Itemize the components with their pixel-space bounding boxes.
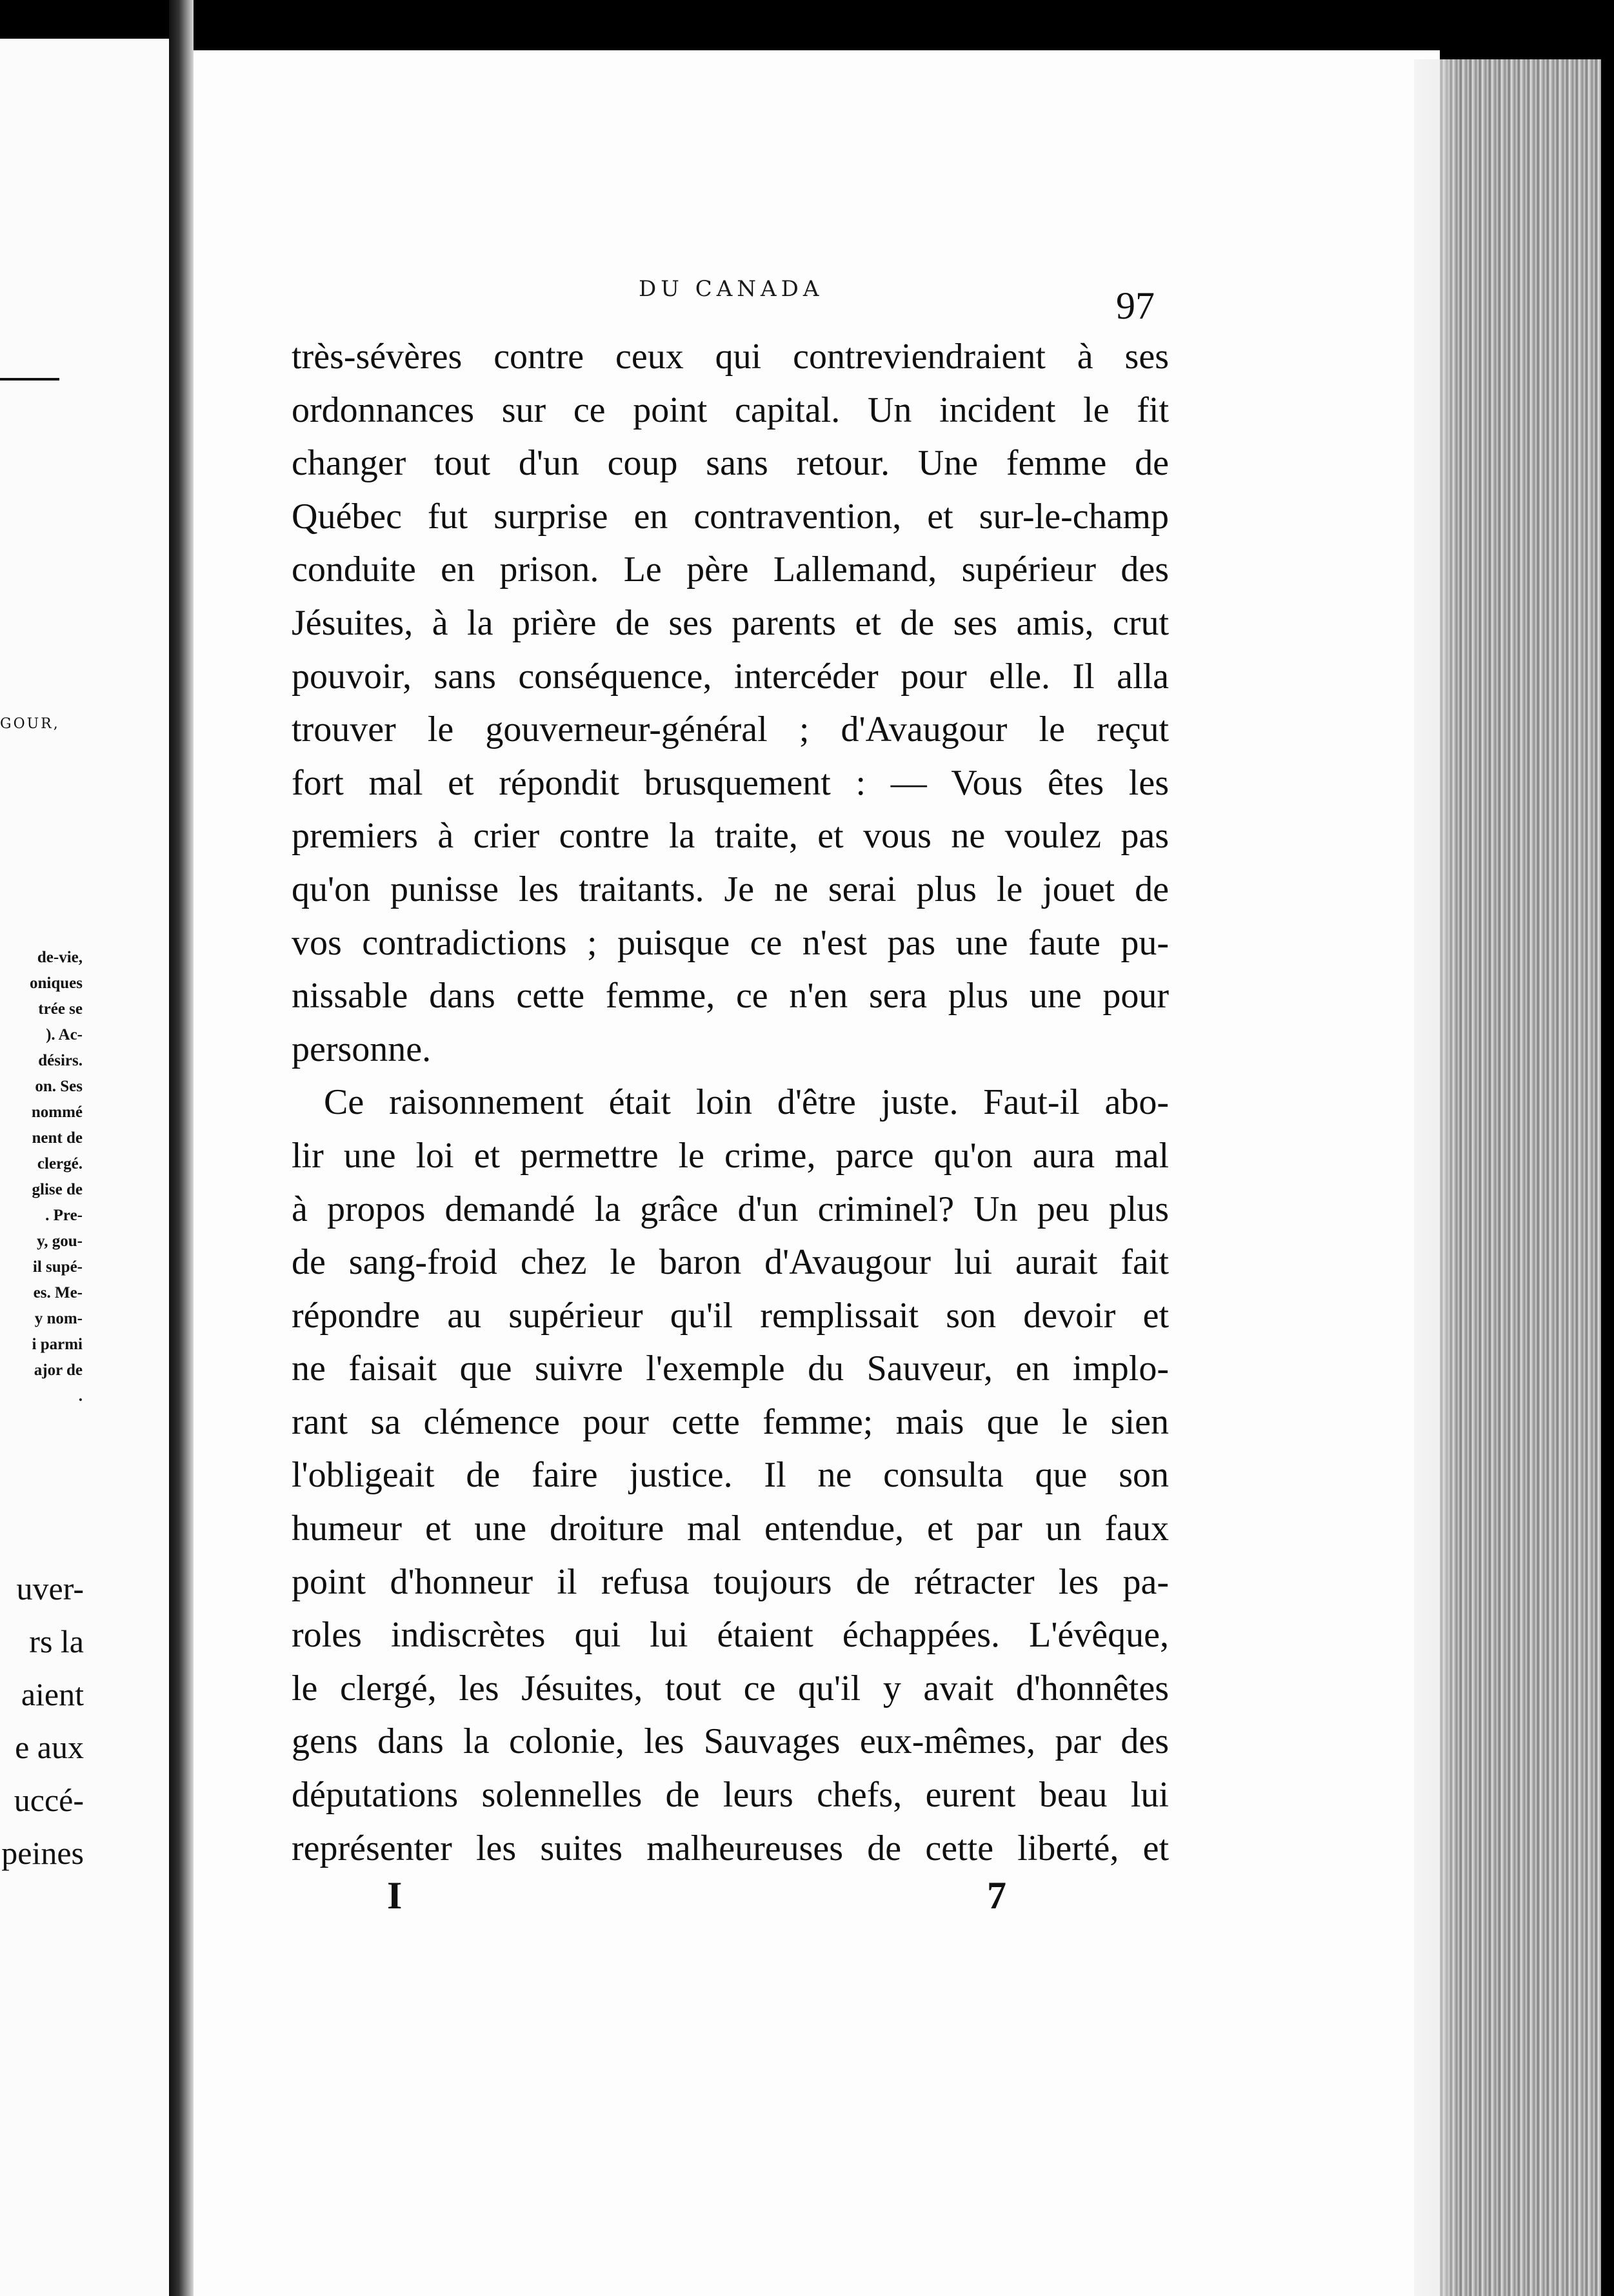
left-footnote-line: y, gou-	[37, 1232, 83, 1250]
text-line: roles indiscrètes qui lui étaient échappées. L'évêque,	[292, 1615, 1169, 1656]
running-head: DU CANADA	[639, 276, 824, 302]
left-footnote-line: . Pre-	[45, 1207, 83, 1224]
left-footnote-line: clergé.	[37, 1155, 83, 1173]
text-line: Québec fut surprise en contravention, et sur-le-champ	[292, 496, 1169, 537]
text-line: Jésuites, à la prière de ses parents et de ses amis, crut	[292, 602, 1169, 643]
left-footnote-line: glise de	[32, 1181, 83, 1198]
text-line: humeur et une droiture mal entendue, et par un faux	[292, 1509, 1169, 1549]
page-edge-shade	[1414, 59, 1453, 2296]
page-body-text	[292, 330, 1169, 1875]
page-number: 97	[1116, 284, 1155, 327]
left-footnote-line: de-vie,	[37, 949, 83, 966]
text-line: fort mal et répondit brusquement : — Vous êtes les	[292, 762, 1169, 803]
text-line: très-sévères contre ceux qui contreviendraient à ses	[292, 337, 1169, 377]
text-line: Ce raisonnement était loin d'être juste. Faut-il abo-	[324, 1082, 1169, 1123]
section-rule	[0, 378, 59, 381]
text-line: qu'on punisse les traitants. Je ne serai plus le jouet de	[292, 869, 1169, 909]
text-line: point d'honneur il refusa toujours de rétracter les pa-	[292, 1561, 1169, 1602]
text-line: représenter les suites malheureuses de cette liberté, et	[292, 1828, 1169, 1868]
signature-mark-volume: I	[387, 1874, 403, 1917]
left-page-body	[0, 1562, 84, 1879]
left-body-line: uccé-	[14, 1782, 84, 1818]
text-line: l'obligeait de faire justice. Il ne consulta que son	[292, 1455, 1169, 1496]
text-line: ordonnances sur ce point capital. Un incident le fit	[292, 390, 1169, 430]
left-footnote-line: ajor de	[34, 1361, 83, 1379]
left-footnote-line: trée se	[38, 1000, 83, 1018]
text-line: le clergé, les Jésuites, tout ce qu'il y avait d'honnêtes	[292, 1668, 1169, 1708]
text-line: gens dans la colonie, les Sauvages eux-mêmes, par des	[292, 1721, 1169, 1762]
text-line: changer tout d'un coup sans retour. Une femme de	[292, 443, 1169, 484]
left-body-line: aient	[21, 1676, 84, 1712]
text-line: personne.	[292, 1029, 432, 1069]
left-body-line: rs la	[29, 1623, 84, 1659]
text-line: trouver le gouverneur-général ; d'Avaugour le reçut	[292, 709, 1169, 750]
left-footnote-line: oniques	[30, 975, 83, 992]
text-line: nissable dans cette femme, ce n'en sera plus une pour	[292, 976, 1169, 1016]
left-page-footnotes	[0, 945, 83, 1409]
text-line: à propos demandé la grâce d'un criminel? Un peu plus	[292, 1189, 1169, 1229]
left-footnote-line: es. Me-	[33, 1284, 83, 1301]
text-line: conduite en prison. Le père Lallemand, supérieur des	[292, 549, 1169, 590]
left-footnote-line: .	[78, 1387, 83, 1405]
left-body-line: peines	[1, 1835, 84, 1871]
left-body-line: e aux	[15, 1729, 84, 1765]
text-line: de sang-froid chez le baron d'Avaugour lui aurait fait	[292, 1242, 1169, 1283]
left-page-heading: GOUR,	[0, 716, 60, 732]
text-line: répondre au supérieur qu'il remplissait son devoir et	[292, 1295, 1169, 1336]
left-footnote-line: on. Ses	[35, 1078, 83, 1095]
text-line: pouvoir, sans conséquence, intercéder pour elle. Il alla	[292, 656, 1169, 697]
left-footnote-line: y nom-	[34, 1310, 83, 1327]
left-footnote-line: il supé-	[32, 1258, 83, 1276]
left-footnote-line: ). Ac-	[46, 1026, 83, 1044]
text-line: lir une loi et permettre le crime, parce qu'on aura mal	[292, 1135, 1169, 1176]
previous-page-fragment	[0, 39, 169, 2296]
left-body-line: uver-	[16, 1570, 84, 1607]
text-line: députations solennelles de leurs chefs, eurent beau lui	[292, 1775, 1169, 1816]
signature-mark-gathering: 7	[987, 1874, 1006, 1917]
text-line: premiers à crier contre la traite, et vous ne voulez pas	[292, 816, 1169, 856]
text-line: vos contradictions ; puisque ce n'est pas une faute pu-	[292, 922, 1169, 963]
scan-border	[0, 0, 1614, 39]
left-footnote-line: nent de	[32, 1129, 83, 1147]
left-footnote-line: nommé	[31, 1103, 83, 1121]
book-gutter	[169, 0, 194, 2296]
left-footnote-line: i parmi	[32, 1336, 83, 1353]
text-line: rant sa clémence pour cette femme; mais que le sien	[292, 1401, 1169, 1442]
text-line: ne faisait que suivre l'exemple du Sauveur, en implo-	[292, 1349, 1169, 1389]
left-footnote-line: désirs.	[38, 1052, 83, 1069]
